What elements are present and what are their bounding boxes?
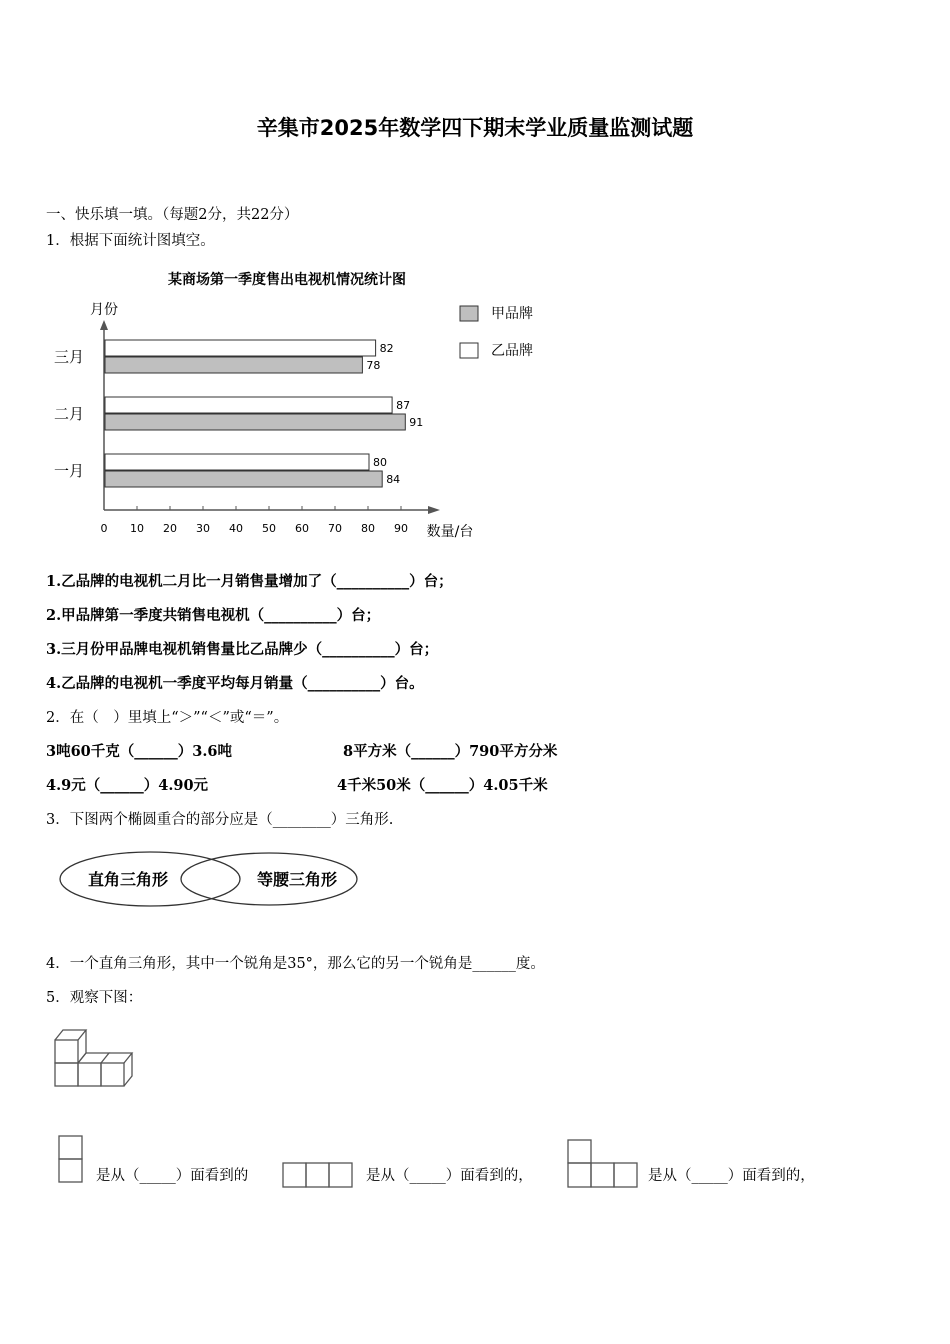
legend-label-yi: 乙品牌 — [491, 343, 533, 359]
x-tick-label: 40 — [229, 522, 243, 535]
x-tick-label: 80 — [361, 522, 375, 535]
page-title: 辛集市2025年数学四下期末学业质量监测试题 — [256, 116, 694, 140]
section-heading: 一、快乐填一填。（每题2分，共22分） — [46, 207, 299, 223]
cube-figure — [50, 1022, 140, 1088]
bar — [105, 397, 392, 413]
legend-swatch-yi — [460, 343, 478, 358]
question-4-stem: 4．一个直角三角形，其中一个锐角是35°，那么它的另一个锐角是______度。 — [46, 956, 545, 972]
question-2-b: 8平方米（______）790平方分米 — [343, 743, 558, 760]
view-figure-1 — [56, 1133, 86, 1187]
bar-value-label: 80 — [373, 456, 387, 469]
question-1-sub-1: 1.乙品牌的电视机二月比一月销售量增加了（__________）台； — [46, 573, 453, 590]
bar-chart — [44, 262, 564, 547]
category-label: 三月 — [53, 348, 84, 366]
chart-x-label: 数量/台 — [426, 524, 474, 540]
chart-title: 某商场第一季度售出电视机情况统计图 — [168, 272, 406, 288]
question-5-view-3: 是从（_____）面看到的， — [648, 1168, 815, 1184]
question-2-a: 3吨60千克（______）3.6吨 — [46, 743, 232, 760]
bar — [105, 471, 382, 487]
question-2-d: 4千米50米（______）4.05千米 — [337, 777, 548, 794]
view-figure-2 — [280, 1159, 356, 1191]
right-ellipse-label: 等腰三角形 — [256, 870, 338, 889]
x-tick-label: 30 — [196, 522, 210, 535]
x-tick-label: 70 — [328, 522, 342, 535]
question-1-sub-3: 3.三月份甲品牌电视机销售量比乙品牌少（__________）台； — [46, 641, 439, 658]
ellipse-diagram — [56, 846, 366, 912]
bar-value-label: 91 — [409, 416, 424, 429]
bar — [105, 357, 362, 373]
x-tick-label: 10 — [130, 522, 144, 535]
bar — [105, 454, 369, 470]
bar-value-label: 84 — [386, 473, 401, 486]
category-label: 二月 — [53, 405, 84, 423]
question-3-stem: 3．下图两个椭圆重合的部分应是（________）三角形. — [46, 812, 394, 828]
chart-y-label: 月份 — [90, 302, 118, 318]
x-tick-label: 20 — [163, 522, 177, 535]
x-tick-label: 60 — [295, 522, 309, 535]
question-1-sub-4: 4.乙品牌的电视机一季度平均每月销量（__________）台。 — [46, 675, 424, 692]
x-axis-arrow — [428, 506, 440, 514]
question-5-stem: 5．观察下图： — [46, 990, 143, 1006]
x-tick-label: 0 — [100, 522, 108, 535]
bar — [105, 340, 376, 356]
legend-label-jia: 甲品牌 — [491, 306, 533, 322]
question-2-c: 4.9元（______）4.90元 — [46, 777, 209, 794]
y-axis-arrow — [100, 320, 108, 330]
bar-value-label: 78 — [366, 359, 381, 372]
question-5-view-1: 是从（_____）面看到的 — [96, 1168, 249, 1184]
x-tick-label: 90 — [394, 522, 408, 535]
bar-value-label: 87 — [396, 399, 411, 412]
legend-swatch-jia — [460, 306, 478, 321]
x-tick-label: 50 — [262, 522, 276, 535]
question-1-stem: 1．根据下面统计图填空。 — [46, 233, 215, 249]
left-ellipse-label: 直角三角形 — [87, 870, 169, 889]
bar — [105, 414, 405, 430]
bar-value-label: 82 — [379, 342, 394, 355]
question-1-sub-2: 2.甲品牌第一季度共销售电视机（__________）台； — [46, 607, 381, 624]
view-figure-3 — [565, 1137, 641, 1191]
question-2-stem: 2．在（ ）里填上“＞”“＜”或“＝”。 — [46, 710, 289, 726]
question-5-view-2: 是从（_____）面看到的， — [366, 1168, 533, 1184]
category-label: 一月 — [53, 462, 84, 480]
